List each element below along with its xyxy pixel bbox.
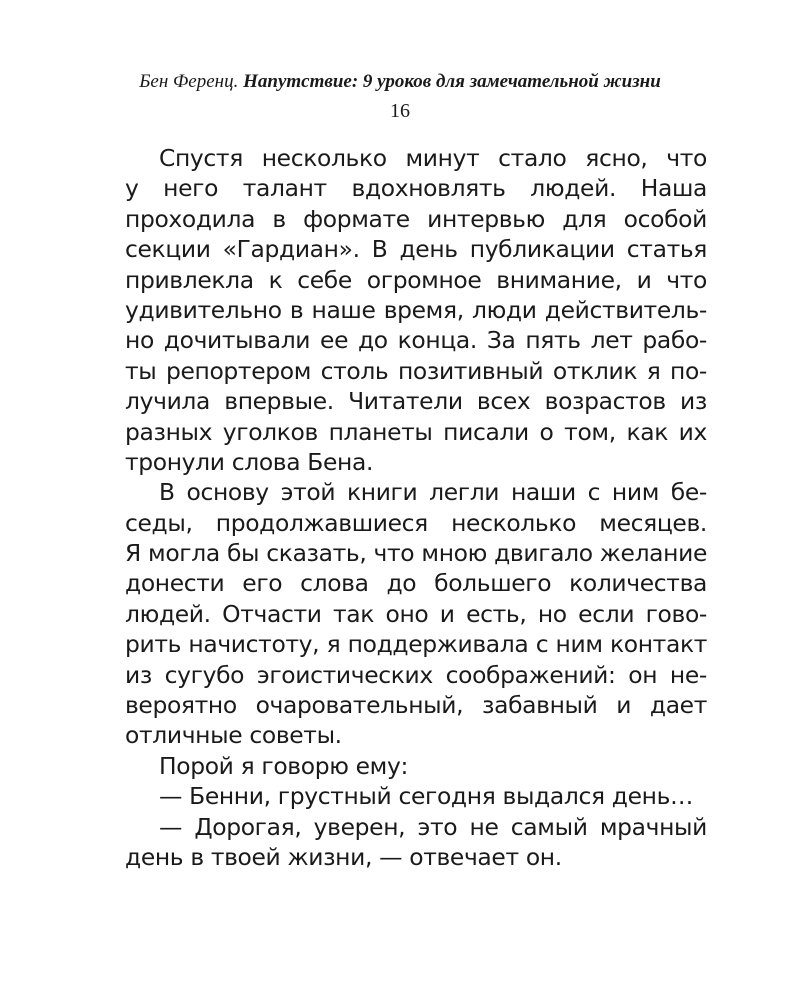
text-line: тронули слова Бена. <box>125 447 374 476</box>
running-header <box>0 70 800 94</box>
text-line: вероятно очаровательный, забавный и дает <box>125 691 707 720</box>
text-line: проходила в формате интервью для особой <box>125 204 707 233</box>
text-line: день в твоей жизни, — отвечает он. <box>125 842 562 871</box>
text-line: у него талант вдохновлять людей. Наша <box>125 174 707 203</box>
header-book-title: Напутствие: 9 уроков для замечательной жизни <box>243 71 661 92</box>
text-line: людей. Отчасти так оно и есть, но если гово- <box>125 599 707 628</box>
text-line: Порой я говорю ему: <box>159 751 408 780</box>
page-number: 16 <box>390 100 410 122</box>
header-author: Бен Ференц. <box>139 71 239 92</box>
text-line: ты репортером столь позитивный отклик я по- <box>125 356 707 385</box>
text-line: Я могла бы сказать, что мною двигало желание <box>125 539 707 568</box>
text-line: но дочитывали ее до конца. За пять лет рабо- <box>125 326 707 355</box>
text-line: отличные советы. <box>125 721 342 750</box>
text-line: лучила впервые. Читатели всех возрастов из <box>125 387 707 416</box>
text-line: привлекла к себе огромное внимание, и что <box>125 265 707 294</box>
text-line: Спустя несколько минут стало ясно, что <box>159 144 707 172</box>
text-line: донести его слова до большего количества <box>125 569 707 598</box>
text-line: — Дорогая, уверен, это не самый мрачный <box>159 812 707 841</box>
text-line: удивительно в наше время, люди действитель- <box>125 295 707 324</box>
text-line: седы, продолжавшиеся несколько месяцев. <box>125 508 707 537</box>
text-line: секции «Гардиан». В день публикации статья <box>125 235 707 264</box>
text-line: рить начистоту, я поддерживала с ним контакт <box>125 630 707 659</box>
text-line: разных уголков планеты писали о том, как их <box>125 417 707 446</box>
text-line: из сугубо эгоистических соображений: он не- <box>125 660 707 689</box>
page-body <box>125 143 707 872</box>
text-line: В основу этой книги легли наши с ним бе- <box>159 478 707 507</box>
text-line: — Бенни, грустный сегодня выдался день… <box>159 782 694 811</box>
